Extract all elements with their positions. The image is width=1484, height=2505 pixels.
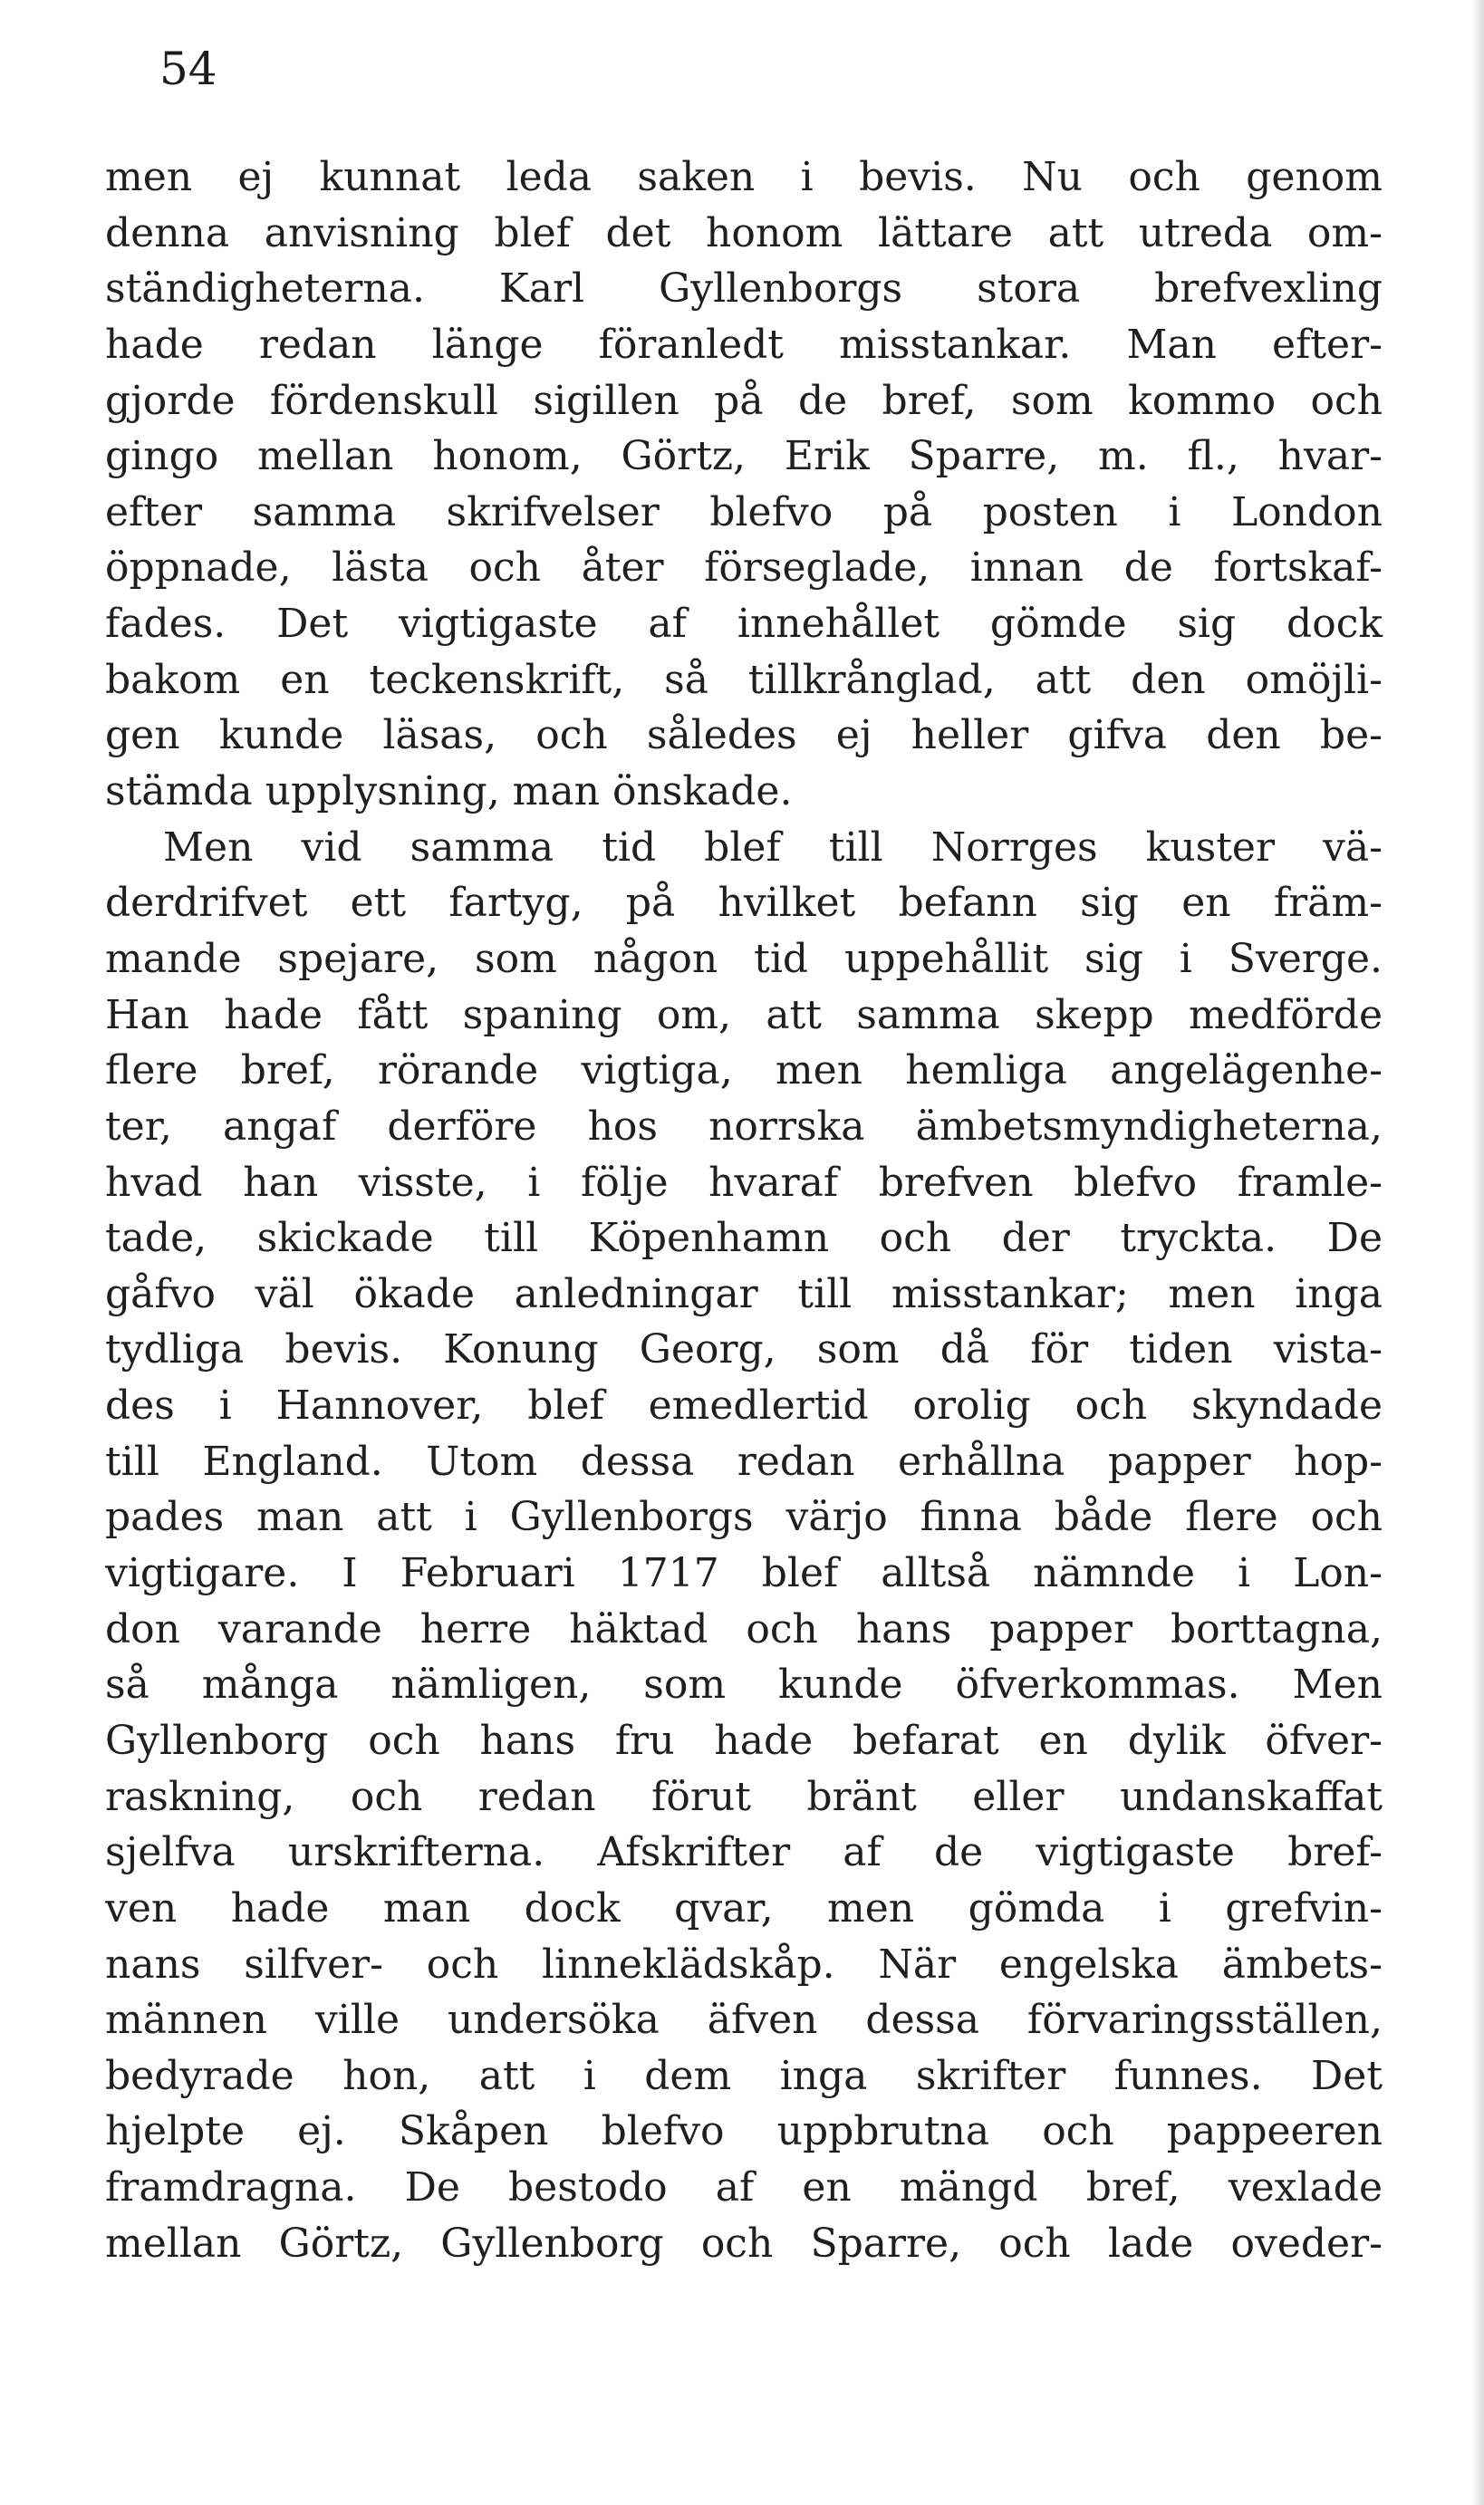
text-line: så många nämligen, som kunde öfverkommas. Men xyxy=(105,1662,1383,1709)
text-line: gingo mellan honom, Görtz, Erik Sparre, m. fl., hvar- xyxy=(105,433,1383,480)
text-line: Han hade fått spaning om, att samma skepp medförde xyxy=(105,991,1383,1038)
text-line: framdragna. De bestodo af en mängd bref, vexlade xyxy=(105,2164,1383,2211)
text-line: hade redan länge föranledt misstankar. Man efter- xyxy=(105,321,1383,368)
text-line: öppnade, lästa och åter förseglade, innan de fortskaf- xyxy=(105,544,1383,592)
text-line: denna anvisning blef det honom lättare att utreda om- xyxy=(105,209,1383,256)
text-line: flere bref, rörande vigtiga, men hemliga angelägenhe- xyxy=(105,1047,1383,1094)
text-line: ständigheterna. Karl Gyllenborgs stora brefvexling xyxy=(105,265,1383,313)
text-line: männen ville undersöka äfven dessa förvaringsställen, xyxy=(105,1997,1383,2044)
text-line: derdrifvet ett fartyg, på hvilket befann sig en främ- xyxy=(105,880,1383,927)
page-edge-shadow xyxy=(1471,0,1484,2505)
text-line: tydliga bevis. Konung Georg, som då för tiden vista- xyxy=(105,1326,1383,1373)
text-line: gjorde fördenskull sigillen på de bref, som kommo och xyxy=(105,377,1383,424)
text-line: ter, angaf derföre hos norrska ämbetsmyndigheterna, xyxy=(105,1103,1383,1150)
text-line: don varande herre häktad och hans papper borttagna, xyxy=(105,1605,1383,1652)
text-line: stämda upplysning, man önskade. xyxy=(105,768,793,815)
text-line: mande spejare, som någon tid uppehållit sig i Sverge. xyxy=(105,935,1383,982)
text-line: bedyrade hon, att i dem inga skrifter funnes. Det xyxy=(105,2052,1383,2099)
text-line: hjelpte ej. Skåpen blefvo uppbrutna och pappeeren xyxy=(105,2108,1383,2155)
text-line: mellan Görtz, Gyllenborg och Sparre, och lade oveder- xyxy=(105,2220,1383,2267)
text-line: tade, skickade till Köpenhamn och der tryckta. De xyxy=(105,1215,1383,1262)
text-line: Gyllenborg och hans fru hade befarat en dylik öfver- xyxy=(105,1717,1383,1764)
text-line: pades man att i Gyllenborgs värjo finna både flere och xyxy=(105,1494,1383,1541)
text-line: hvad han visste, i följe hvaraf brefven blefvo framle- xyxy=(105,1159,1383,1206)
text-line: till England. Utom dessa redan erhållna papper hop- xyxy=(105,1438,1383,1485)
text-line: bakom en teckenskrift, så tillkrånglad, att den omöjli- xyxy=(105,656,1383,703)
text-line: ven hade man dock qvar, men gömda i grefvin- xyxy=(105,1884,1383,1932)
text-line: fades. Det vigtigaste af innehållet gömde sig dock xyxy=(105,601,1383,648)
page-number: 54 xyxy=(159,43,217,95)
text-line: des i Hannover, blef emedlertid orolig och skyndade xyxy=(105,1383,1383,1430)
paragraph-2 xyxy=(105,820,1383,2272)
text-line: vigtigare. I Februari 1717 blef alltså nämnde i Lon- xyxy=(105,1550,1383,1597)
text-line: nans silfver- och linneklädskåp. När engelska ämbets- xyxy=(105,1941,1383,1988)
paragraph-1 xyxy=(105,149,1383,820)
text-line: gåfvo väl ökade anledningar till misstankar; men inga xyxy=(105,1270,1383,1317)
body-text xyxy=(105,149,1383,2271)
text-line: sjelfva urskrifterna. Afskrifter af de vigtigaste bref- xyxy=(105,1829,1383,1876)
text-line: gen kunde läsas, och således ej heller gifva den be- xyxy=(105,712,1383,759)
text-line: men ej kunnat leda saken i bevis. Nu och genom xyxy=(105,154,1383,200)
text-line: Men vid samma tid blef till Norrges kuster vä- xyxy=(163,824,1383,871)
text-line: raskning, och redan förut bränt eller undanskaffat xyxy=(105,1773,1383,1820)
text-line: efter samma skrifvelser blefvo på posten i London xyxy=(105,488,1383,535)
